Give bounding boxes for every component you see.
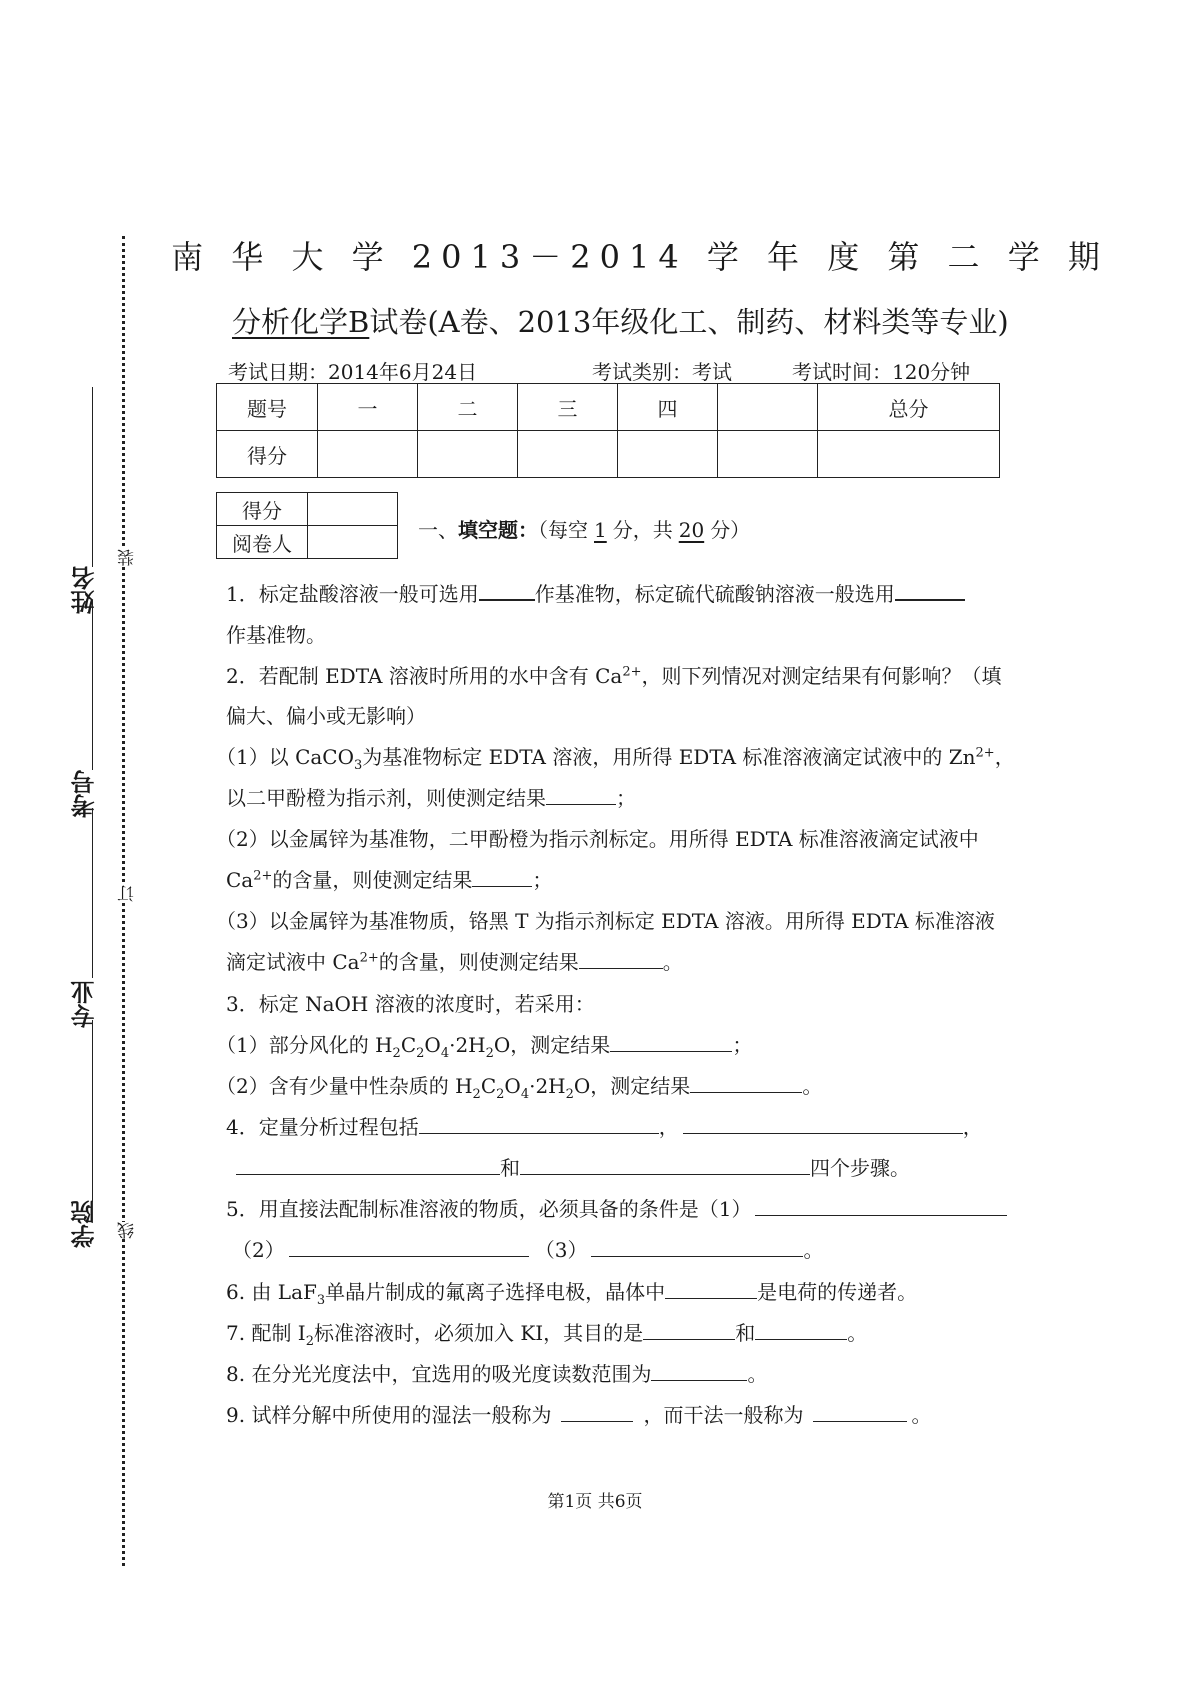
score-table-score-row bbox=[217, 431, 1000, 478]
section-heading: 填空题： bbox=[458, 518, 538, 542]
question-2-cont: 偏大、偏小或无影响） bbox=[226, 704, 426, 728]
answer-blank[interactable] bbox=[591, 1238, 803, 1257]
exam-title bbox=[232, 300, 1009, 341]
section-number: 一、 bbox=[418, 518, 458, 542]
answer-blank[interactable] bbox=[755, 1197, 1007, 1216]
question-4: 4．定量分析过程包括 ， ， bbox=[226, 1115, 983, 1139]
question-6: 6. 由 LaF$_3$单晶片制成的氟离子选择电极，晶体中 是电荷的传递者。 bbox=[226, 1280, 918, 1308]
score-table-header-row bbox=[217, 384, 1000, 431]
question-3: 3．标定 NaOH 溶液的浓度时，若采用： bbox=[226, 992, 595, 1016]
question-2-2-cont: $Ca^{2+}$的含量，则使测定结果 ； bbox=[226, 868, 553, 892]
major-line bbox=[92, 808, 93, 978]
answer-blank[interactable] bbox=[813, 1403, 907, 1422]
points-each: 1 bbox=[594, 518, 607, 542]
score-cell bbox=[418, 431, 518, 478]
section-points-prefix: （每空 bbox=[538, 518, 588, 542]
answer-blank[interactable] bbox=[479, 581, 535, 601]
page-footer: 第1页 共6页 bbox=[547, 1492, 643, 1512]
question-4-cont: 和 四个步骤。 bbox=[236, 1152, 910, 1181]
section-reviewer-cell bbox=[308, 526, 398, 559]
section-score-cell bbox=[308, 493, 398, 526]
answer-blank[interactable] bbox=[690, 1074, 802, 1093]
score-cell bbox=[818, 431, 1000, 478]
binding-mark-zhuang: 装 bbox=[115, 549, 140, 566]
answer-blank[interactable] bbox=[579, 950, 663, 969]
answer-blank[interactable] bbox=[683, 1115, 963, 1134]
exam-number-label: 考号 bbox=[70, 770, 99, 818]
question-5: 5．用直接法配制标准溶液的物质，必须具备的条件是（1） bbox=[226, 1193, 1007, 1222]
score-header-cell bbox=[718, 384, 818, 431]
question-2-3: （3）以金属锌为基准物质，铬黑 T 为指示剂标定 EDTA 溶液。用所得 EDTA 标准溶液 bbox=[216, 909, 995, 933]
section-score-label: 得分 bbox=[217, 493, 308, 526]
question-9: 9. 试样分解中所使用的湿法一般称为 ，而干法一般称为 。 bbox=[226, 1403, 932, 1427]
answer-blank[interactable] bbox=[546, 786, 616, 805]
section-reviewer-row bbox=[217, 526, 398, 559]
section-reviewer-label: 阅卷人 bbox=[217, 526, 308, 559]
binding-mark-ding: 订 bbox=[115, 885, 140, 902]
answer-blank[interactable] bbox=[520, 1156, 810, 1175]
question-3-1: （1）部分风化的 $H_2C_2O_4\cdot 2H_2O$，测定结果 ； bbox=[216, 1033, 753, 1061]
score-header-cell: 二 bbox=[418, 384, 518, 431]
answer-blank[interactable] bbox=[651, 1362, 747, 1381]
score-header-cell: 题号 bbox=[217, 384, 318, 431]
question-5-cont: （2） （3） 。 bbox=[232, 1238, 824, 1262]
name-line bbox=[92, 387, 93, 567]
score-header-cell: 一 bbox=[318, 384, 418, 431]
score-table bbox=[216, 383, 1000, 478]
answer-blank[interactable] bbox=[643, 1321, 735, 1340]
exam-time: 考试时间：120分钟 bbox=[792, 360, 971, 384]
question-2: 2．若配制 EDTA 溶液时所用的水中含有 $Ca^{2+}$，则下列情况对测定结果有何影响？（填 bbox=[226, 664, 1002, 688]
section-score-table bbox=[216, 492, 398, 559]
name-label: 姓名 bbox=[70, 566, 99, 614]
question-1: 1．标定盐酸溶液一般可选用 作基准物，标定硫代硫酸钠溶液一般选用 bbox=[226, 578, 965, 607]
answer-blank[interactable] bbox=[472, 868, 532, 887]
college-label: 学院 bbox=[70, 1200, 99, 1248]
question-7: 7. 配制 $I_2$标准溶液时，必须加入 KI，其目的是 和 。 bbox=[226, 1321, 868, 1349]
score-cell bbox=[318, 431, 418, 478]
answer-blank[interactable] bbox=[289, 1238, 529, 1257]
question-1-cont: 作基准物。 bbox=[226, 623, 326, 647]
answer-blank[interactable] bbox=[236, 1156, 500, 1175]
major-label: 专业 bbox=[70, 980, 99, 1028]
section-points-end: 分） bbox=[710, 518, 751, 542]
course-name: 分析化学B bbox=[232, 305, 370, 339]
section-score-row bbox=[217, 493, 398, 526]
answer-blank[interactable] bbox=[665, 1280, 757, 1299]
score-cell bbox=[718, 431, 818, 478]
question-2-1-cont: 以二甲酚橙为指示剂，则使测定结果 ； bbox=[226, 786, 636, 810]
question-2-3-cont: 滴定试液中 $Ca^{2+}$的含量，则使测定结果 。 bbox=[226, 950, 683, 974]
exam-title-rest: 试卷(A卷、2013年级化工、制药、材料类等专业) bbox=[369, 305, 1009, 339]
question-8: 8. 在分光光度法中，宜选用的吸光度读数范围为 。 bbox=[226, 1362, 768, 1386]
question-2-1: （1）以 CaCO$_3$为基准物标定 EDTA 溶液，用所得 EDTA 标准溶液滴定试液中的 $Zn^{2+}$， bbox=[216, 745, 1015, 773]
score-row-label: 得分 bbox=[217, 431, 318, 478]
answer-blank[interactable] bbox=[755, 1321, 847, 1340]
score-header-cell: 四 bbox=[618, 384, 718, 431]
exam-date: 考试日期：2014年6月24日 bbox=[228, 360, 478, 384]
exam-type: 考试类别：考试 bbox=[592, 360, 732, 384]
answer-blank[interactable] bbox=[610, 1033, 732, 1052]
university-title: 南 华 大 学 2013－2014 学 年 度 第 二 学 期 bbox=[171, 238, 1109, 276]
question-3-2: （2）含有少量中性杂质的 $H_2C_2O_4\cdot 2H_2O$，测定结果 。 bbox=[216, 1074, 823, 1102]
points-total: 20 bbox=[678, 518, 705, 542]
score-header-cell: 三 bbox=[518, 384, 618, 431]
score-cell bbox=[618, 431, 718, 478]
college-line bbox=[92, 1020, 93, 1202]
question-2-2: （2）以金属锌为基准物，二甲酚橙为指示剂标定。用所得 EDTA 标准溶液滴定试液中 bbox=[216, 827, 979, 851]
answer-blank[interactable] bbox=[419, 1115, 659, 1134]
section-points-mid: 分，共 bbox=[612, 518, 673, 542]
binding-mark-xian: 线 bbox=[115, 1222, 140, 1239]
score-header-cell: 总分 bbox=[818, 384, 1000, 431]
score-cell bbox=[518, 431, 618, 478]
exam-number-line bbox=[92, 600, 93, 770]
section-title bbox=[418, 514, 750, 543]
answer-blank[interactable] bbox=[561, 1403, 633, 1422]
answer-blank[interactable] bbox=[895, 581, 965, 601]
